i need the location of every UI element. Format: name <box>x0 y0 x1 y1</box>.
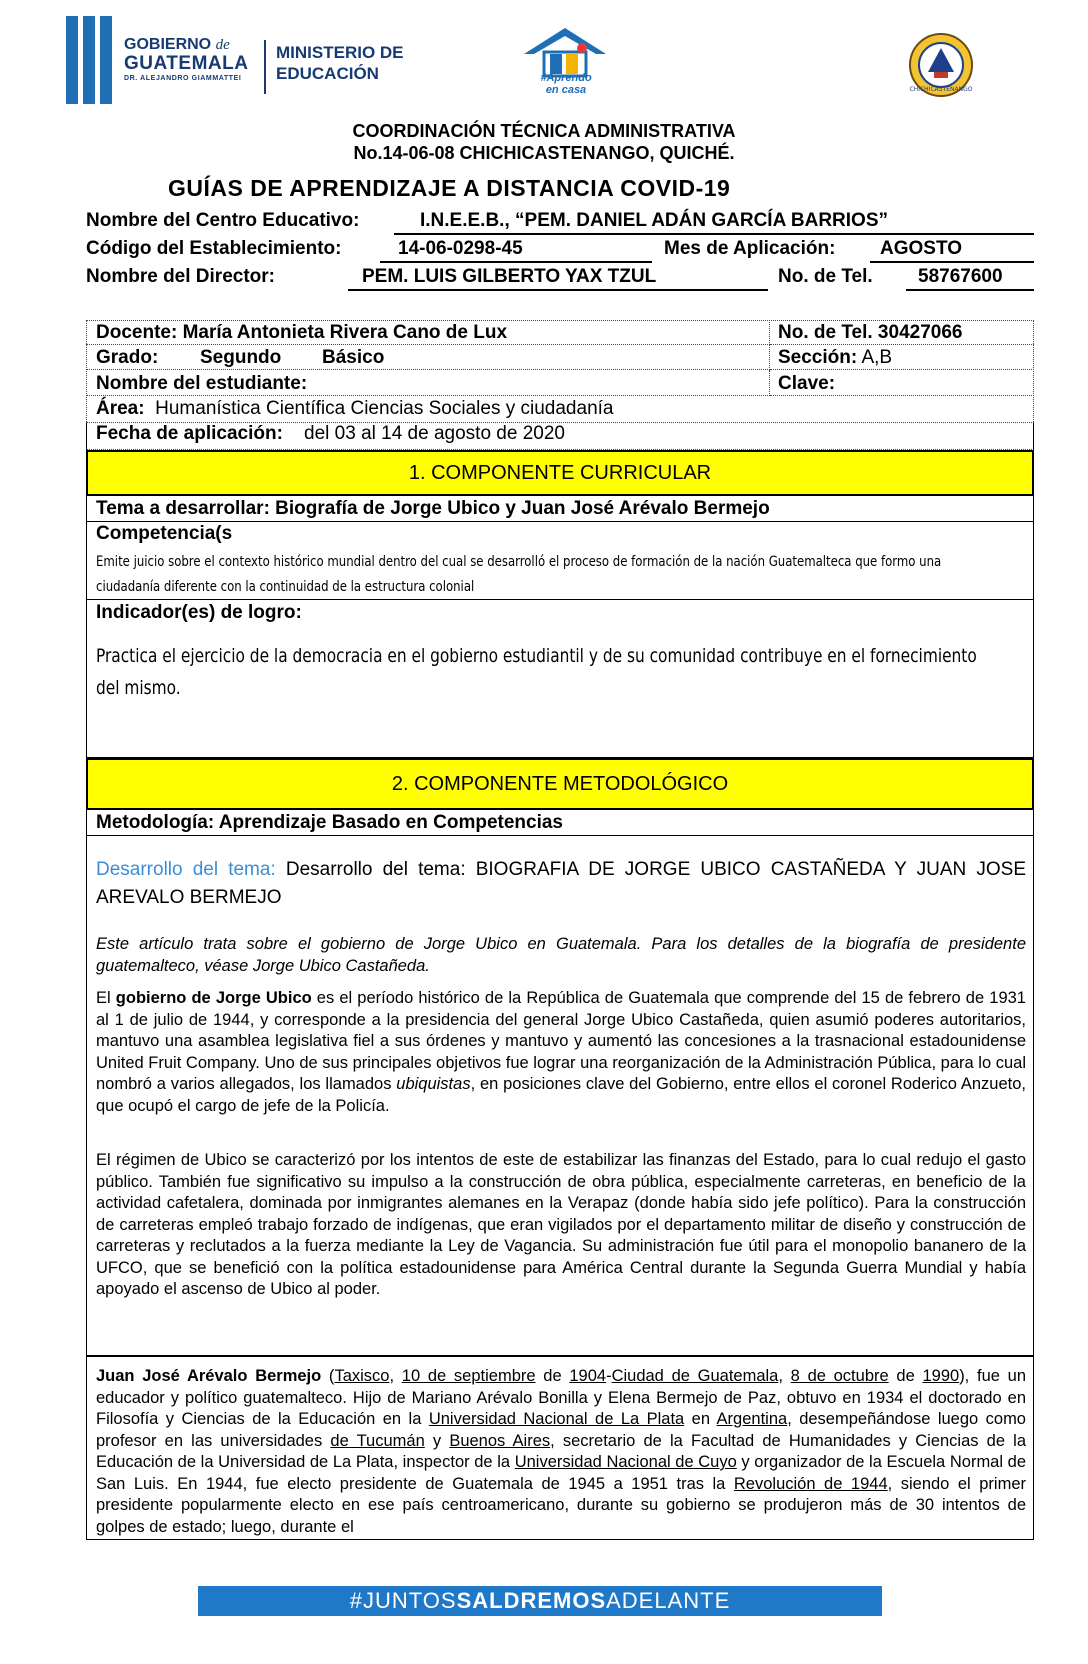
juntos-saldremos-banner: #JUNTOSSALDREMOSADELANTE <box>198 1586 882 1616</box>
school-seal-icon <box>908 32 974 98</box>
metodologia-cell: Metodología: Aprendizaje Basado en Competencias <box>96 812 563 833</box>
indicador-label: Indicador(es) de logro: <box>96 602 302 623</box>
codigo-value: 14-06-0298-45 <box>398 238 523 259</box>
director-underline <box>348 289 768 291</box>
link-ciudad-guatemala[interactable]: Ciudad de Guatemala <box>611 1367 779 1385</box>
link-tucuman[interactable]: de Tucumán <box>330 1431 425 1450</box>
coordinacion-title: COORDINACIÓN TÉCNICA ADMINISTRATIVA <box>352 121 736 141</box>
link-buenos-aires[interactable]: Buenos Aires <box>449 1431 551 1450</box>
ubico-paragraph-1: El gobierno de Jorge Ubico es el período histórico de la República de Guatemala que comprende del 15 de febrero de 1931 al 1 de julio de 1944, y corresponde a la presidencia del general Jorge Ubico Castañeda, quien asumió poderes autoritarios, mantuvo una asamblea legislativa fiel a sus órdenes y mantuvo y aumentó las concesiones a la trasnacional estadounidense United Fruit Company. Uno de sus principales objetivos fue lograr una reorganización de la Administración Pública, para lo cual nombró a varios allegados, los llamados ubiquistas, en posiciones clave del Gobierno, entre ellos el coronel Roderico Anzueto, que ocupó el cargo de jefe de la Policía. <box>96 989 1026 1115</box>
svg-text:CHICHICASTENANGO: CHICHICASTENANGO <box>909 86 973 93</box>
link-unlp[interactable]: Universidad Nacional de La Plata <box>428 1410 685 1428</box>
link-uncuyo[interactable]: Universidad Nacional de Cuyo <box>514 1453 737 1471</box>
link-birth-date[interactable]: 10 de septiembre <box>401 1367 536 1385</box>
tel-underline <box>906 289 1034 291</box>
grado-value: Segundo <box>200 347 282 368</box>
competencia-text: Emite juicio sobre el contexto histórico mundial dentro del cual se desarrolló el proceso de formación de la nación Guatemalteca que formo una ciudadanía diferente con la continuidad de la estructura colonial <box>96 554 942 595</box>
director-value: PEM. LUIS GILBERTO YAX TZUL <box>362 266 657 287</box>
link-argentina[interactable]: Argentina <box>716 1410 788 1428</box>
desarrollo-heading: Desarrollo del tema: Desarrollo del tema: BIOGRAFIA DE JORGE UBICO CASTAÑEDA Y JUAN JOSE AREVALO BERMEJO <box>96 859 1026 908</box>
area-cell: Área: Humanística Científica Ciencias Sociales y ciudadanía <box>96 398 614 419</box>
grado-label: Grado: <box>96 347 159 368</box>
mes-value: AGOSTO <box>880 238 962 259</box>
clave-label: Clave: <box>778 373 836 394</box>
link-taxisco[interactable]: Taxisco <box>334 1367 390 1385</box>
estudiante-label: Nombre del estudiante: <box>96 373 308 394</box>
mes-underline <box>870 261 1034 263</box>
centro-underline <box>394 233 1034 235</box>
link-revolucion-1944[interactable]: Revolución de 1944 <box>733 1474 888 1493</box>
guatemala-flag-logo <box>66 16 112 104</box>
director-label: Nombre del Director: <box>86 266 275 287</box>
numero-title: No.14-06-08 CHICHICASTENANGO, QUICHÉ. <box>353 143 735 163</box>
aprendo-logo-text: #Aprendo en casa <box>540 72 592 96</box>
link-1904[interactable]: 1904 <box>569 1367 607 1385</box>
tema-cell: Tema a desarrollar: Biografía de Jorge Ubico y Juan José Arévalo Bermejo <box>96 498 770 519</box>
tel-value: 58767600 <box>918 266 1003 287</box>
ministerio-logo-text: MINISTERIO DE EDUCACIÓN <box>276 43 404 83</box>
gobierno-logo-text: GOBIERNO de GUATEMALA DR. ALEJANDRO GIAMMATTEI <box>124 36 249 82</box>
centro-label: Nombre del Centro Educativo: <box>86 210 360 231</box>
fecha-cell: Fecha de aplicación: del 03 al 14 de agosto de 2020 <box>96 423 565 444</box>
componente2-heading: 2. COMPONENTE METODOLÓGICO <box>86 758 1034 810</box>
mes-label: Mes de Aplicación: <box>664 238 836 259</box>
competencia-label: Competencia(s <box>96 523 233 544</box>
centro-value: I.N.E.E.B., “PEM. DANIEL ADÁN GARCÍA BARRIOS” <box>420 210 888 231</box>
arevalo-paragraph: Juan José Arévalo Bermejo (Taxisco, 10 de septiembre de 1904-Ciudad de Guatemala, 8 de octubre de 1990), fue un educador y político guatemalteco. Hijo de Mariano Arévalo Bonilla y Elena Bermejo de Paz, obtuvo en 1934 el doctorado en Filosofía y Ciencias de la Educación en la Universidad Nacional de La Plata en Argentina, desempeñándose luego como profesor en las universidades de Tucumán y Buenos Aires, secretario de la Facultad de Humanidades y Ciencias de la Educación de la Universidad de La Plata, inspector de la Universidad Nacional de Cuyo y organizador de la Escuela Normal de San Luis. En 1944, fue electo presidente de Guatemala de 1945 a 1951 tras la Revolución de 1944, siendo el primer presidente popularmente electo en ese país centroamericano, durante su gobierno se produjeron más de 30 intentos de golpes de estado; luego, durante el <box>96 1367 1027 1536</box>
tel-label: No. de Tel. <box>778 266 873 287</box>
indicador-text: Practica el ejercicio de la democracia en el gobierno estudiantil y de su comunidad contribuye en el fornecimiento del mismo. <box>96 645 977 699</box>
codigo-label: Código del Establecimiento: <box>86 238 342 259</box>
logo-divider <box>264 40 266 94</box>
componente1-heading: 1. COMPONENTE CURRICULAR <box>86 450 1034 496</box>
seccion-cell: Sección: A,B <box>778 347 893 368</box>
ubico-paragraph-2: El régimen de Ubico se caracterizó por los intentos de este de estabilizar las finanzas del Estado, para lo cual redujo el gasto público. También fue significativo su impulso a la construcción de obra pública, especialmente carreteras, en beneficio de la actividad cafetalera, dominada por inmigrantes alemanes en la Verapaz (donde había sido jefe político). Para la construcción de carreteras empleó trabajo forzado de indígenas, que eran vigilados por el departamento militar de diseño y construcción de carreteras y reclutados a la fuerza mediante la Ley de Vagancia. Su administración fue útil para el monopolio bananero de la UFCO, que se benefició con la política estadounidense para América Central durante la Segunda Guerra Mundial y había apoyado el ascenso de Ubico al poder. <box>96 1151 1026 1298</box>
grado-nivel: Básico <box>322 347 385 368</box>
codigo-underline <box>380 261 652 263</box>
link-1990[interactable]: 1990 <box>922 1367 960 1385</box>
docente-cell: Docente: María Antonieta Rivera Cano de Lux <box>96 322 508 343</box>
guide-title: GUÍAS DE APRENDIZAJE A DISTANCIA COVID-19 <box>168 175 731 201</box>
intro-paragraph: Este artículo trata sobre el gobierno de Jorge Ubico en Guatemala. Para los detalles de la biografía de presidente guatemalteco, véase Jorge Ubico Castañeda. <box>96 935 1026 975</box>
link-death-date[interactable]: 8 de octubre <box>790 1367 889 1385</box>
docente-tel-cell: No. de Tel. 30427066 <box>778 322 963 343</box>
